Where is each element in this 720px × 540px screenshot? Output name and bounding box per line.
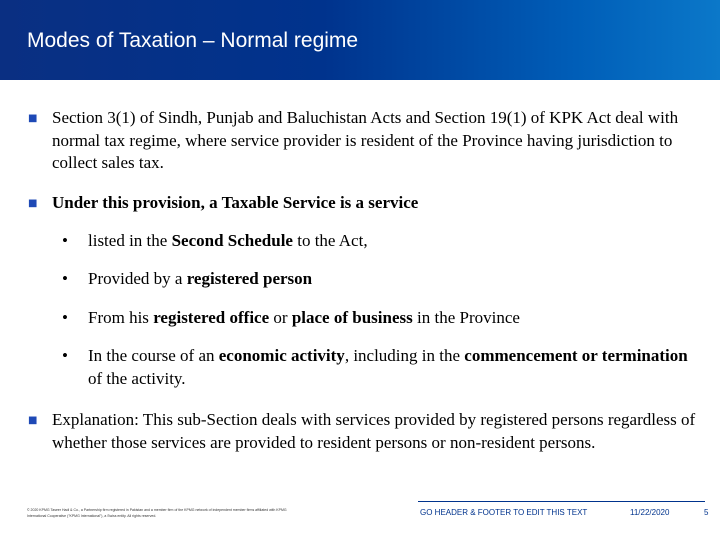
dot-bullet-icon: • bbox=[62, 346, 68, 365]
bullet-2-text: Under this provision, a Taxable Service is a service bbox=[52, 193, 419, 212]
sub-bullet-3-text-mid: or bbox=[269, 308, 292, 327]
square-bullet-icon: ■ bbox=[28, 113, 38, 124]
footer-disclaimer: © 2020 KPMG Taseer Hadi & Co., a Partnership firm registered in Pakistan and a member firm of the KPMG network of independent member firms affiliated with KPMG International Cooperative ("KPMG International"), a Swiss entity. All rights reserved. bbox=[27, 508, 287, 518]
sub-bullet-4-text-mid: , including in the bbox=[344, 346, 465, 365]
sub-bullet-4-bold-1: economic activity bbox=[218, 346, 345, 365]
bullet-3-text: Explanation: This sub-Section deals with services provided by registered persons regardless of whether those services are provided to resident persons or non-resident persons. bbox=[52, 410, 696, 452]
bullet-1-text: Section 3(1) of Sindh, Punjab and Baluchistan Acts and Section 19(1) of KPK Act deal with normal tax regime, where service provider is resident of the Province having jurisdiction to collect sales tax. bbox=[52, 108, 679, 172]
sub-bullet-4 bbox=[88, 345, 703, 390]
square-bullet-icon: ■ bbox=[28, 198, 38, 209]
sub-bullet-1-bold: Second Schedule bbox=[171, 231, 293, 250]
sub-bullet-3-bold-1: registered office bbox=[153, 308, 270, 327]
sub-bullet-1 bbox=[88, 230, 703, 253]
sub-bullet-2-text: Provided by a bbox=[88, 269, 187, 288]
sub-bullet-3-text: From his bbox=[88, 308, 154, 327]
sub-bullet-3 bbox=[88, 307, 703, 330]
slide-title: Modes of Taxation – Normal regime bbox=[27, 29, 359, 52]
sub-bullet-4-text-end: of the activity. bbox=[88, 368, 186, 388]
sub-bullet-2-bold: registered person bbox=[186, 269, 313, 288]
square-bullet-icon: ■ bbox=[28, 415, 38, 426]
footer-date: 11/22/2020 bbox=[630, 508, 670, 517]
sub-bullet-1-text: listed in the bbox=[88, 231, 172, 250]
footer-header-text: GO HEADER & FOOTER TO EDIT THIS TEXT bbox=[420, 508, 588, 517]
sub-bullet-3-text-end: in the Province bbox=[412, 308, 520, 327]
sub-bullet-1-text-end: to the Act, bbox=[292, 231, 368, 250]
sub-bullet-3-bold-2: place of business bbox=[291, 308, 413, 327]
sub-bullet-2 bbox=[88, 268, 703, 291]
dot-bullet-icon: • bbox=[62, 269, 68, 288]
footer-divider bbox=[418, 501, 705, 502]
dot-bullet-icon: • bbox=[62, 308, 68, 327]
sub-bullet-4-bold-2: commencement or termination bbox=[464, 346, 688, 365]
page-number: 5 bbox=[704, 508, 709, 517]
dot-bullet-icon: • bbox=[62, 231, 68, 250]
sub-bullet-4-text: In the course of an bbox=[88, 346, 219, 365]
